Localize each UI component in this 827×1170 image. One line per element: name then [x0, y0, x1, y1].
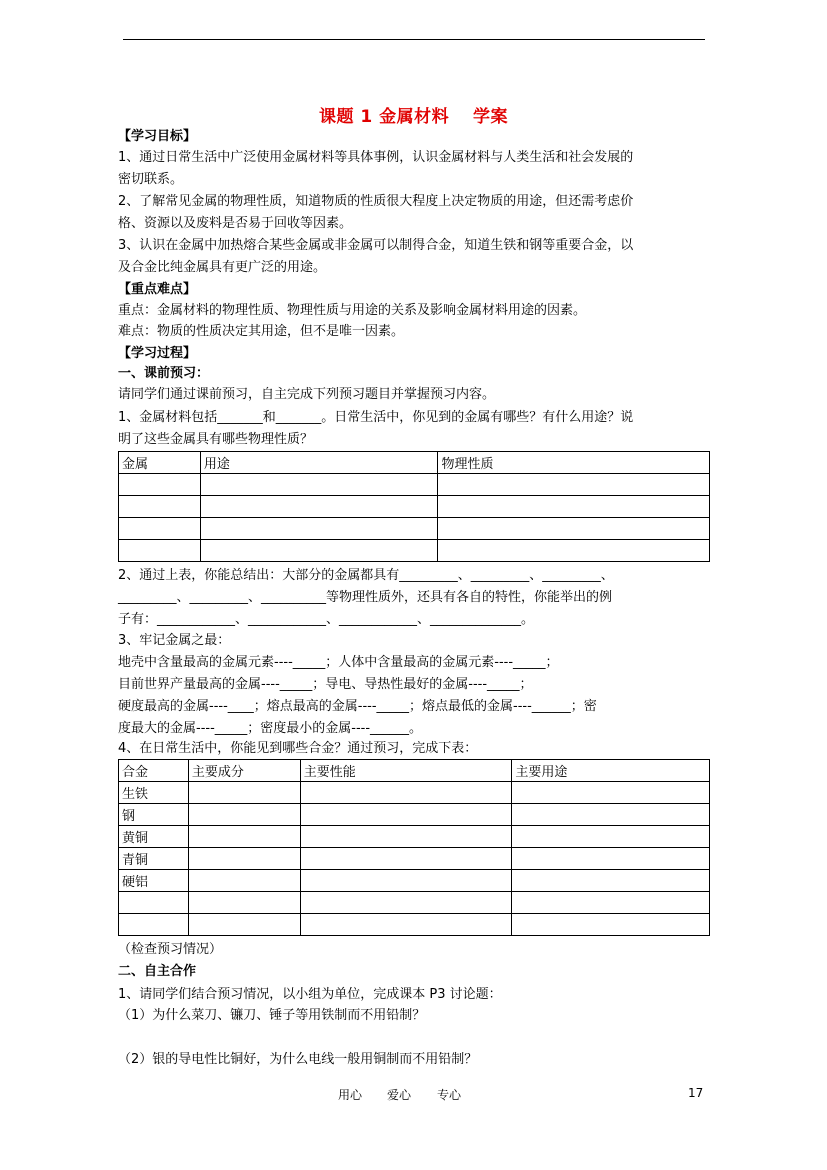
metal-table-cell[interactable] [438, 474, 710, 496]
alloy-name-cell: 生铁 [119, 782, 189, 804]
metal-table-header-cell: 金属 [119, 452, 201, 474]
alloy-table-cell[interactable] [300, 892, 512, 914]
alloy-table-cell[interactable] [512, 826, 710, 848]
goals-heading: 【学习目标】 [118, 129, 197, 144]
question-2-line-1: 2、通过上表，你能总结出：大部分的金属都具有_________、_________、_________、 [118, 568, 614, 583]
question-1-line-1: 1、金属材料包括_______和_______。日常生活中，你见到的金属有哪些？有什么用途？说 [118, 410, 634, 425]
metal-table-cell[interactable] [438, 540, 710, 562]
question-3-heading: 3、牢记金属之最： [118, 633, 231, 648]
difficulty-point: 难点：物质的性质决定其用途，但不是唯一因素。 [118, 324, 405, 339]
table-row [119, 782, 710, 804]
alloy-name-cell: 黄铜 [119, 826, 189, 848]
alloy-table-cell[interactable] [300, 804, 512, 826]
metal-table-cell[interactable] [438, 518, 710, 540]
table-row [119, 892, 710, 914]
alloy-table-cell[interactable] [188, 848, 300, 870]
metal-table [118, 451, 710, 562]
goal-3-line-1: 3、认识在金属中加热熔合某些金属或非金属可以制得合金，知道生铁和钢等重要合金，以 [118, 238, 634, 253]
preview-intro: 请同学们通过课前预习，自主完成下列预习题目并掌握预习内容。 [118, 387, 496, 402]
alloy-table-header-cell: 主要性能 [300, 760, 512, 782]
header-rule [123, 39, 705, 40]
alloy-table-header-cell: 合金 [119, 760, 189, 782]
metal-table-header [119, 452, 710, 474]
alloy-table-cell[interactable] [300, 848, 512, 870]
alloy-table [118, 759, 710, 936]
page-number: 17 [688, 1086, 704, 1100]
metal-table-cell[interactable] [200, 474, 438, 496]
goal-2-line-2: 格、资源以及废料是否易于回收等因素。 [118, 216, 353, 231]
document-title: 课题 1 金属材料 学案 [318, 107, 509, 127]
table-row [119, 826, 710, 848]
alloy-table-cell[interactable] [512, 804, 710, 826]
question-4: 4、在日常生活中，你能见到哪些合金？通过预习，完成下表： [118, 741, 478, 756]
metal-table-header-cell: 用途 [200, 452, 438, 474]
goal-1-line-1: 1、通过日常生活中广泛使用金属材料等具体事例，认识金属材料与人类生活和社会发展的 [118, 150, 634, 165]
alloy-table-cell[interactable] [512, 848, 710, 870]
footer-motto-3: 专心 [437, 1088, 462, 1102]
alloy-table-cell[interactable] [512, 870, 710, 892]
cooperation-question-1: 1、请同学们结合预习情况，以小组为单位，完成课本 P3 讨论题： [118, 987, 502, 1002]
preview-heading: 一、课前预习： [118, 366, 210, 381]
footer-motto-2: 爱心 [387, 1088, 412, 1102]
table-row [119, 914, 710, 936]
footer-motto-1: 用心 [338, 1088, 363, 1102]
alloy-table-cell[interactable] [512, 914, 710, 936]
key-point: 重点：金属材料的物理性质、物理性质与用途的关系及影响金属材料用途的因素。 [118, 303, 587, 318]
table-row [119, 474, 710, 496]
question-3-line-2: 目前世界产量最高的金属----_____；导电、导热性最好的金属----_____； [118, 677, 533, 692]
alloy-table-cell[interactable] [188, 782, 300, 804]
alloy-table-cell[interactable] [188, 892, 300, 914]
table-row [119, 540, 710, 562]
table-row [119, 804, 710, 826]
alloy-name-cell: 钢 [119, 804, 189, 826]
alloy-table-cell[interactable] [300, 782, 512, 804]
table-row [119, 518, 710, 540]
check-preview: （检查预习情况） [118, 942, 223, 957]
alloy-table-cell[interactable] [188, 826, 300, 848]
alloy-table-cell[interactable] [300, 870, 512, 892]
alloy-name-cell: 硬铝 [119, 870, 189, 892]
alloy-table-cell[interactable] [188, 914, 300, 936]
table-row [119, 496, 710, 518]
goal-2-line-1: 2、了解常见金属的物理性质，知道物质的性质很大程度上决定物质的用途，但还需考虑价 [118, 194, 634, 209]
alloy-name-cell[interactable] [119, 914, 189, 936]
alloy-table-cell[interactable] [300, 826, 512, 848]
metal-table-cell[interactable] [200, 496, 438, 518]
cooperation-question-1-2: （2）银的导电性比铜好，为什么电线一般用铜制而不用铅制？ [118, 1052, 478, 1067]
alloy-table-cell[interactable] [300, 914, 512, 936]
metal-table-cell[interactable] [119, 518, 201, 540]
question-2-line-2: _________、_________、__________等物理性质外，还具有各自的特性，你能举出的例 [118, 590, 613, 605]
question-2-line-3: 子有：____________、____________、____________、______________。 [118, 612, 535, 627]
metal-table-header-cell: 物理性质 [438, 452, 710, 474]
alloy-table-cell[interactable] [512, 892, 710, 914]
alloy-table-header [119, 760, 710, 782]
table-row [119, 848, 710, 870]
cooperation-heading: 二、自主合作 [118, 964, 197, 979]
metal-table-cell[interactable] [119, 474, 201, 496]
question-3-line-1: 地壳中含量最高的金属元素----_____；人体中含量最高的金属元素----_____； [118, 655, 559, 670]
alloy-table-cell[interactable] [188, 804, 300, 826]
alloy-table-cell[interactable] [188, 870, 300, 892]
metal-table-cell[interactable] [200, 540, 438, 562]
cooperation-question-1-1: （1）为什么菜刀、镰刀、锤子等用铁制而不用铅制？ [118, 1008, 426, 1023]
question-1-line-2: 明了这些金属具有哪些物理性质？ [118, 432, 314, 447]
question-3-line-3: 硬度最高的金属----____；熔点最高的金属----_____；熔点最低的金属----______；密 [118, 699, 597, 714]
goal-3-line-2: 及合金比纯金属具有更广泛的用途。 [118, 260, 327, 275]
alloy-name-cell: 青铜 [119, 848, 189, 870]
metal-table-cell[interactable] [438, 496, 710, 518]
alloy-table-cell[interactable] [512, 782, 710, 804]
goal-1-line-2: 密切联系。 [118, 172, 184, 187]
alloy-table-header-cell: 主要成分 [188, 760, 300, 782]
metal-table-cell[interactable] [119, 540, 201, 562]
key-heading: 【重点难点】 [118, 282, 197, 297]
alloy-table-header-cell: 主要用途 [512, 760, 710, 782]
metal-table-cell[interactable] [200, 518, 438, 540]
alloy-name-cell[interactable] [119, 892, 189, 914]
metal-table-cell[interactable] [119, 496, 201, 518]
question-3-line-4: 度最大的金属----_____；密度最小的金属----______。 [118, 721, 423, 736]
process-heading: 【学习过程】 [118, 346, 197, 361]
table-row [119, 870, 710, 892]
